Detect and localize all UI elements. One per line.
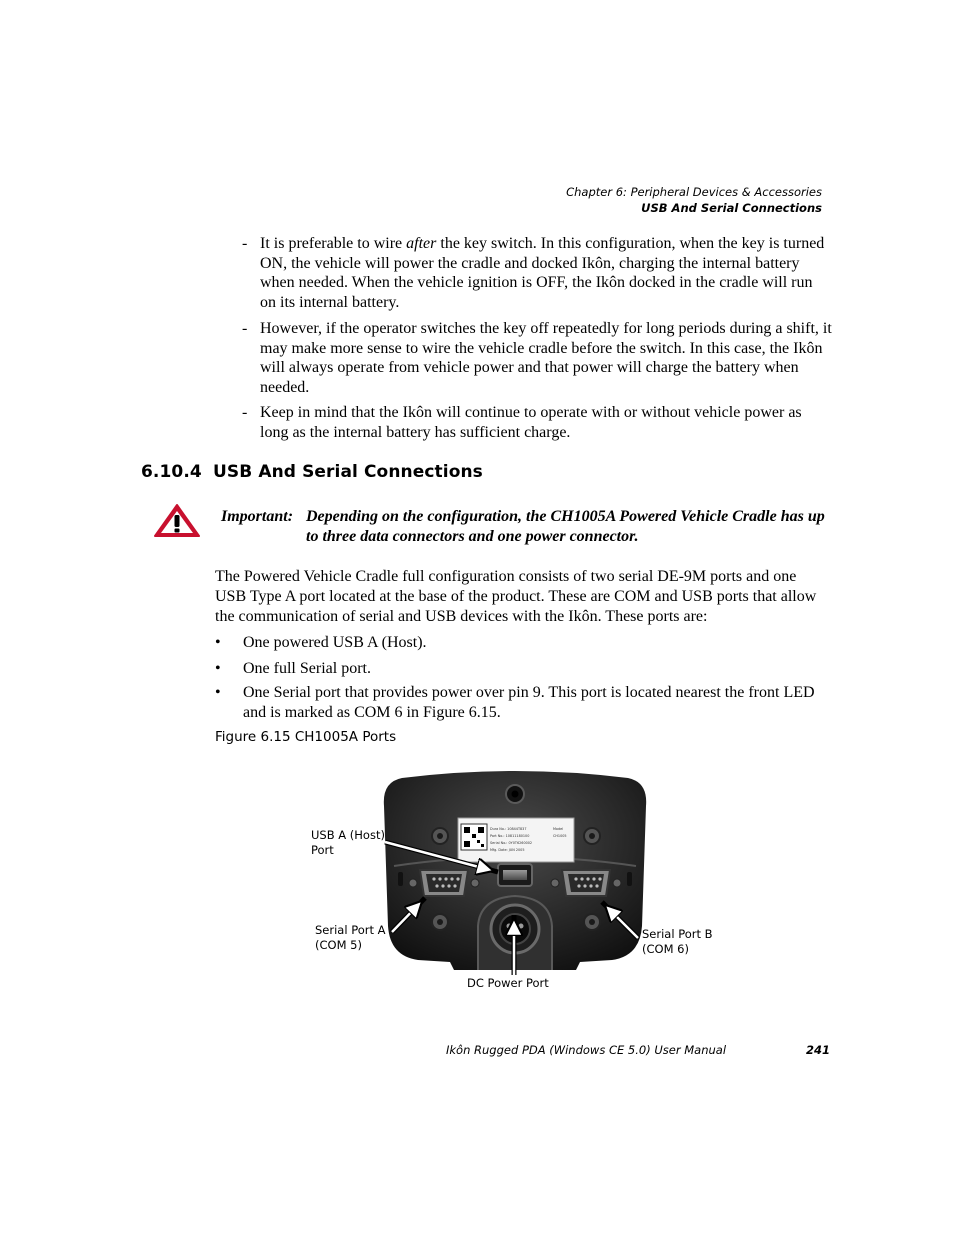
list-item	[215, 633, 825, 653]
running-header-section: USB And Serial Connections	[641, 201, 822, 215]
dc-power-port-label: DC Power Port	[467, 976, 549, 990]
running-header-chapter: Chapter 6: Peripheral Devices & Accessories	[566, 185, 822, 199]
dash-item	[242, 234, 832, 312]
bullet-marker: •	[215, 660, 221, 677]
serial-port-b-label-line1: Serial Port B	[642, 927, 713, 941]
bullet-marker: •	[215, 634, 221, 651]
dash-marker: -	[242, 404, 248, 421]
warning-icon	[153, 503, 201, 538]
section-title: USB And Serial Connections	[213, 462, 483, 482]
dash-item	[242, 319, 832, 397]
usb-port-label-line2: Port	[311, 842, 334, 857]
dash-item	[242, 403, 832, 442]
serial-port-a-label-line2: (COM 5)	[315, 937, 362, 952]
body-paragraph: The Powered Vehicle Cradle full configuration consists of two serial DE-9M ports and one USB Type A port located at the base of the product. These are COM and USB ports that allow the communication of serial and USB devices with the Ikôn. These ports are:	[215, 568, 817, 625]
list-item-text: One powered USB A (Host).	[243, 634, 427, 651]
emphasis-after: after	[406, 235, 437, 252]
page-number: 241	[806, 1043, 831, 1057]
section-heading	[141, 462, 483, 482]
label-dura-no: Dura No.: 10844T837	[490, 827, 527, 831]
usb-port-label	[311, 828, 385, 857]
figure-caption: Figure 6.15 CH1005A Ports	[215, 729, 397, 745]
section-number: 6.10.4	[141, 462, 202, 482]
dash-item-text: Keep in mind that the Ikôn will continue to operate with or without vehicle power as long as the internal battery has sufficient charge.	[260, 404, 802, 441]
bullet-marker: •	[215, 684, 221, 701]
label-serial-no: Serial No.: 0Y0T6260002	[490, 841, 533, 845]
serial-port-a-label-line1: Serial Port A	[315, 923, 386, 937]
dash-item-text-cont: the key switch. In this configuration, when the key is turned ON, the vehicle will power the cradle and docked Ikôn, charging the internal battery when needed. When the vehicle ignition is OFF, the Ikôn docked in the cradle will run on its internal battery.	[260, 235, 825, 311]
dash-item-text: It is preferable to wire	[260, 235, 407, 252]
important-label: Important:	[221, 508, 294, 525]
list-item-text: One Serial port that provides power over pin 9. This port is located nearest the front LED and is marked as COM 6 in Figure 6.15.	[243, 684, 815, 721]
important-text: Depending on the configuration, the CH1005A Powered Vehicle Cradle has up to three data connectors and one power connector.	[306, 508, 825, 545]
list-item	[215, 683, 825, 722]
dash-marker: -	[242, 320, 248, 337]
serial-port-b-label	[642, 927, 713, 956]
label-mfg-date: Mfg. Date: JUN 2005	[490, 848, 525, 852]
label-model-title: Model	[553, 827, 564, 831]
usb-port-label-line1: USB A (Host)	[311, 828, 385, 842]
list-item	[215, 659, 825, 679]
serial-port-a-label	[315, 923, 386, 952]
serial-port-b-label-line2: (COM 6)	[642, 941, 689, 956]
dash-item-text: However, if the operator switches the key off repeatedly for long periods during a shift, it may make more sense to wire the vehicle cradle before the switch. In this case, the Ikôn will always operate from vehicle power and that power will charge the battery when needed.	[260, 320, 832, 396]
list-item-text: One full Serial port.	[243, 660, 371, 677]
dash-marker: -	[242, 235, 248, 252]
footer-manual-title: Ikôn Rugged PDA (Windows CE 5.0) User Manual	[446, 1043, 727, 1057]
label-part-no: Part No.: 10811180100	[490, 834, 530, 838]
label-model: CH1005	[553, 834, 567, 838]
